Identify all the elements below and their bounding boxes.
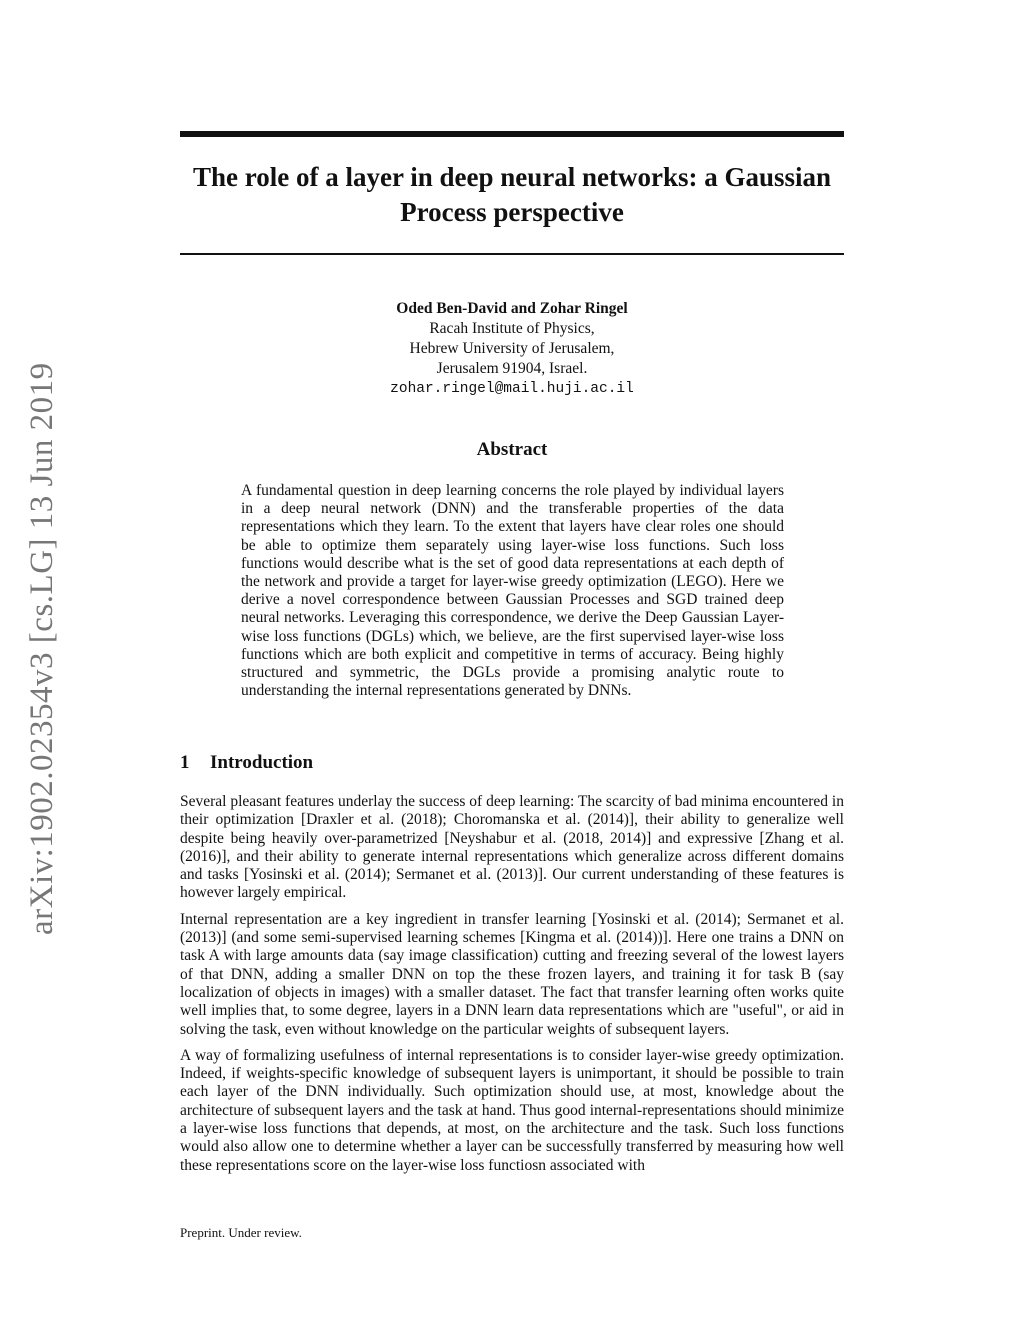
affiliation-line-3: Jerusalem 91904, Israel.	[436, 360, 588, 377]
abstract-heading: Abstract	[476, 439, 548, 460]
affiliation-line-1: Racah Institute of Physics,	[429, 320, 595, 337]
title-rule-bottom	[180, 253, 844, 255]
author-names: Oded Ben-David and Zohar Ringel	[396, 300, 628, 317]
author-email: zohar.ringel@mail.huji.ac.il	[390, 381, 634, 397]
section-number: 1	[180, 752, 190, 773]
paragraph-2: Internal representation are a key ingredient in transfer learning [Yosinski et al. (2014); Sermanet et al. (2013)] (and some semi-supervised learning schemes [Kingma et al. (2014))]. Here one trains a DNN on task A with large amounts data (say image classification) cutting and freezing several of the lowest layers of that DNN, adding a smaller DNN on top the these frozen layers, and training it for task B (say localization of objects in images) with a smaller dataset. The fact that transfer learning often works quite well implies that, to some degree, layers in a DNN learn data representations which are "useful", or aid in solving the task, even without knowledge on the particular weights of subsequent layers.	[180, 910, 844, 1038]
section-heading	[180, 752, 313, 774]
paragraph-1: Several pleasant features underlay the success of deep learning: The scarcity of bad minima encountered in their optimization [Draxler et al. (2018); Choromanska et al. (2014)], their ability to generalize well despite being heavily over-parametrized [Neyshabur et al. (2018, 2014)] and expressive [Zhang et al. (2016)], and their ability to generate internal representations which generalize across different domains and tasks [Yosinski et al. (2014); Sermanet et al. (2013)]. Our current understanding of these features is however largely empirical.	[180, 793, 844, 902]
paragraph-3: A way of formalizing usefulness of internal representations is to consider layer-wise greedy optimization. Indeed, if weights-specific knowledge of subsequent layers is unimportant, it should be possible to train each layer of the DNN individually. Such optimization should use, at most, knowledge about the architecture of subsequent layers and the task at hand. Thus good internal-representations should minimize a layer-wise loss functions that depends, at most, on the architecture and the task. Such loss functions would also allow one to determine whether a layer can be successfully transferred by measuring how well these representations score on the layer-wise loss functiosn associated with	[180, 1046, 844, 1174]
author-block	[180, 299, 844, 399]
title-rule-top	[180, 131, 844, 137]
affiliation-line-2: Hebrew University of Jerusalem,	[409, 340, 615, 357]
arxiv-stamp-text: arXiv:1902.02354v3 [cs.LG] 13 Jun 2019	[24, 362, 60, 936]
abstract-text: A fundamental question in deep learning concerns the role played by individual layers in a deep neural network (DNN) and the transferable properties of the data representations which they learn. To the extent that layers have clear roles one should be able to optimize them separately using layer-wise loss functions. Such loss functions would describe what is the set of good data representations at each depth of the network and provide a target for layer-wise greedy optimization (LEGO). Here we derive a novel correspondence between Gaussian Processes and SGD trained deep neural networks. Leveraging this correspondence, we derive the Deep Gaussian Layer-wise loss functions (DGLs) which, we believe, are the first supervised layer-wise loss functions which are both explicit and competitive in terms of accuracy. Being highly structured and symmetric, the DGLs provide a promising analytic route to understanding the internal representations generated by DNNs.	[241, 482, 784, 700]
paper-title: The role of a layer in deep neural networks: a Gaussian Process perspective	[192, 162, 832, 227]
section-body	[180, 793, 844, 1183]
section-title: Introduction	[210, 752, 314, 773]
arxiv-stamp	[12, 356, 72, 942]
footer-note: Preprint. Under review.	[180, 1225, 302, 1240]
